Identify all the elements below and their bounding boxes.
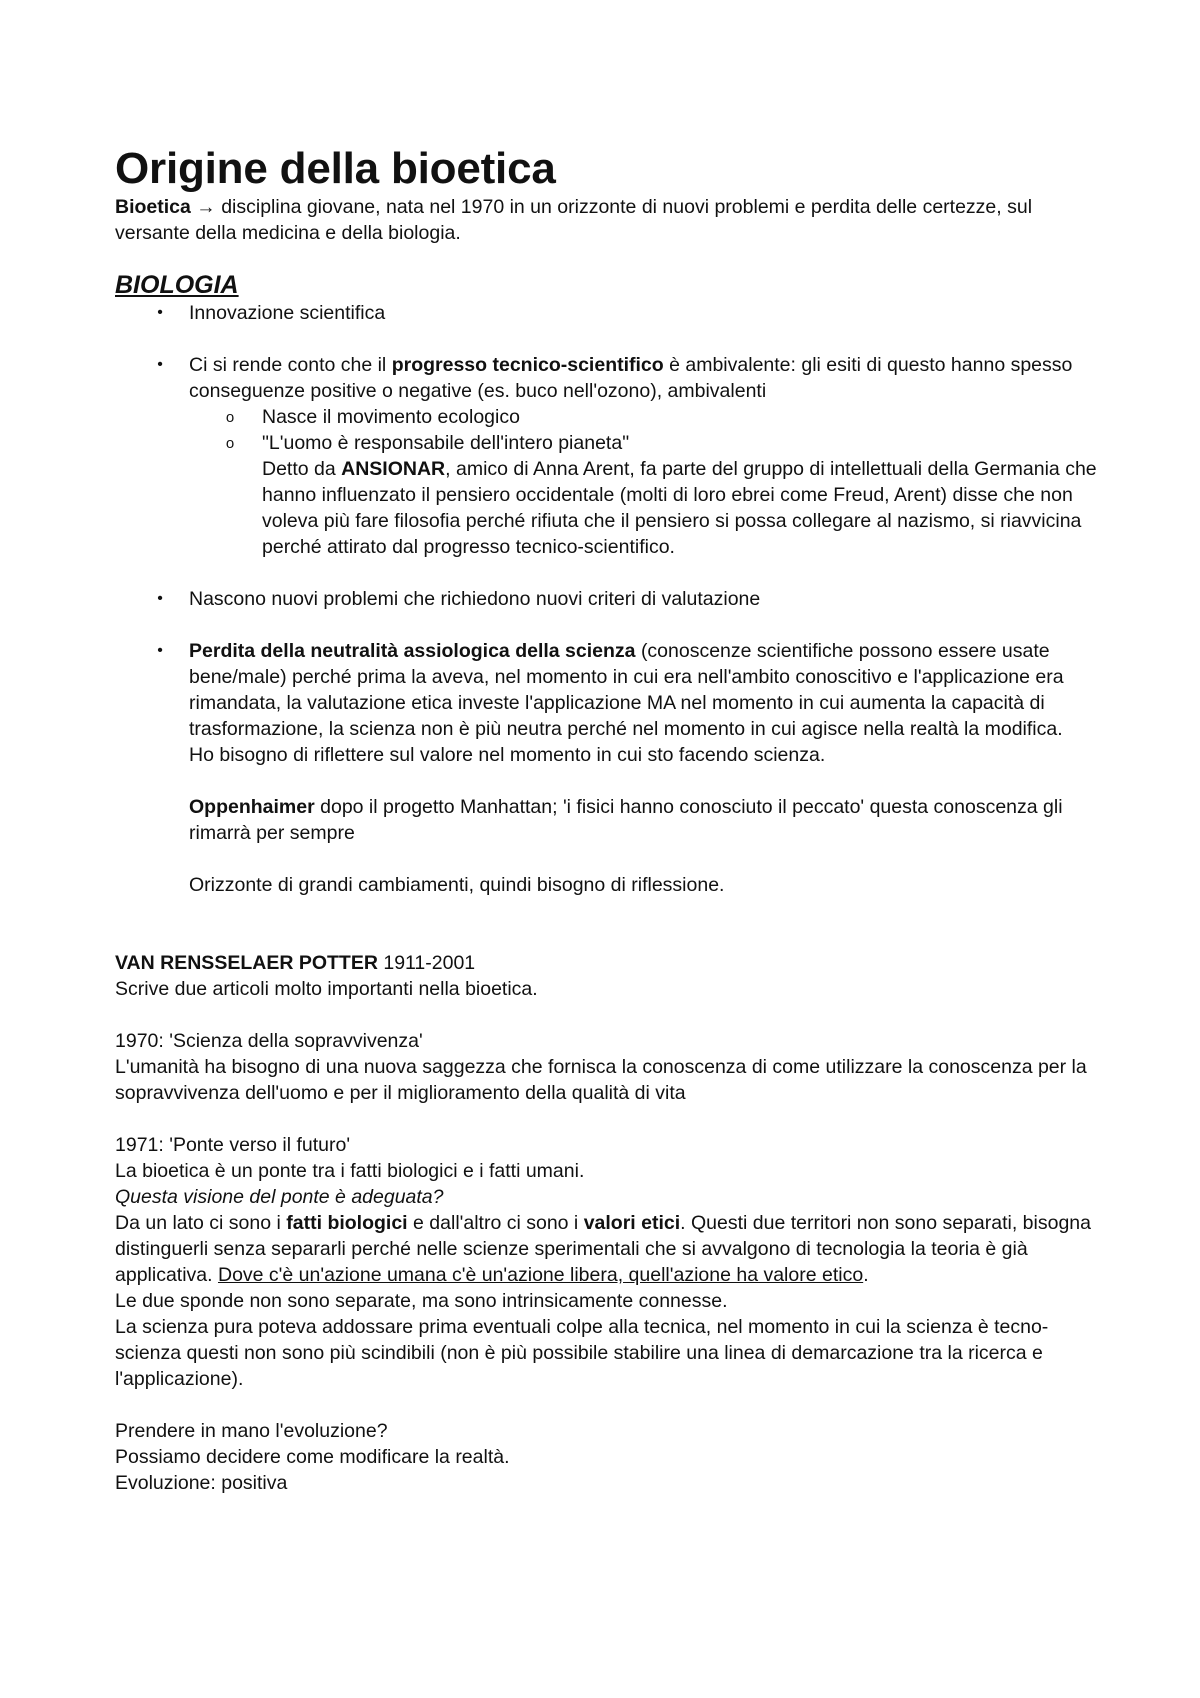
- potter-years: 1911-2001: [383, 952, 476, 974]
- bullet-icon: •: [157, 304, 163, 321]
- spacer: [189, 768, 1100, 794]
- question-text: Questa visione del ponte è adeguata?: [115, 1186, 444, 1208]
- bullet-icon: •: [157, 590, 163, 607]
- sponde-line: Le due sponde non sono separate, ma sono intrinsicamente connesse.: [115, 1290, 728, 1312]
- bold-valori-etici: valori etici: [583, 1212, 681, 1234]
- biologia-list: [115, 300, 1100, 898]
- arrow-icon: →: [196, 196, 216, 218]
- spacer: [115, 1106, 1100, 1132]
- paragraph-text: Da un lato ci sono i: [115, 1212, 281, 1234]
- page-title: Origine della bioetica: [115, 144, 556, 193]
- sub-bullet-icon: o: [225, 409, 235, 426]
- article-2-question: [115, 1184, 1100, 1210]
- sub-list-item: [189, 430, 1100, 456]
- spacer: [115, 1002, 1100, 1028]
- article-1-text: L'umanità ha bisogno di una nuova saggezza che fornisca la conoscenza di come utilizzare la conoscenza per la sopravvivenza dell'uomo e per il miglioramento della qualità di vita: [115, 1056, 1087, 1104]
- intro-text: disciplina giovane, nata nel 1970 in un orizzonte di nuovi problemi e perdita delle certezze, sul versante della medicina e della biologia.: [115, 196, 1033, 244]
- spacer: [189, 846, 1100, 872]
- section-heading-biologia: BIOLOGIA: [115, 271, 239, 299]
- spacer: [115, 326, 1100, 352]
- sub-list-item: [189, 404, 1100, 430]
- list-item-text: Innovazione scientifica: [189, 302, 386, 324]
- list-item-text: Nascono nuovi problemi che richiedono nuovi criteri di valutazione: [189, 588, 761, 610]
- sub-list: [115, 404, 1100, 456]
- underlined-statement: Dove c'è un'azione umana c'è un'azione libera, quell'azione ha valore etico: [217, 1264, 864, 1286]
- list-item: [115, 300, 1100, 326]
- bullet-icon: •: [157, 642, 163, 659]
- potter-name: VAN RENSSELAER POTTER: [115, 952, 378, 974]
- decide-line: Possiamo decidere come modificare la realtà.: [115, 1446, 510, 1468]
- evolution-line: Evoluzione: positiva: [115, 1472, 288, 1494]
- bold-fatti-biologici: fatti biologici: [286, 1212, 408, 1234]
- spacer: [115, 612, 1100, 638]
- paragraph-end: .: [863, 1264, 869, 1286]
- article-2-line: La bioetica è un ponte tra i fatti biologici e i fatti umani.: [115, 1160, 585, 1182]
- conclusion-line: Orizzonte di grandi cambiamenti, quindi bisogno di riflessione.: [189, 874, 725, 896]
- oppenhaimer-bold: Oppenhaimer: [189, 796, 315, 818]
- sub-list-item-text: Nasce il movimento ecologico: [262, 406, 520, 428]
- list-item-bold: progresso tecnico-scientifico: [391, 354, 664, 376]
- paragraph-text: . Questi due territori non sono separati, bisogna distinguerli senza separarli perché nelle scienze sperimentali che si avvalgono di tecnologia la teoria è già applicativa.: [115, 1212, 1091, 1286]
- intro-term: Bioetica: [115, 196, 191, 218]
- potter-intro: Scrive due articoli molto importanti nella bioetica.: [115, 978, 538, 1000]
- ansionar-detail: [189, 456, 1100, 560]
- list-item: [115, 638, 1100, 898]
- list-item-line: Ho bisogno di riflettere sul valore nel momento in cui sto facendo scienza.: [189, 744, 826, 766]
- sub-list-item-text: "L'uomo è responsabile dell'intero pianeta": [262, 432, 630, 454]
- list-item: [115, 352, 1100, 560]
- intro-paragraph: [115, 194, 1100, 246]
- oppenhaimer-text: dopo il progetto Manhattan; 'i fisici hanno conosciuto il peccato' questa conoscenza gli rimarrà per sempre: [189, 796, 1063, 844]
- facts-values-paragraph: [115, 1210, 1100, 1288]
- scienza-paragraph: La scienza pura poteva addossare prima eventuali colpe alla tecnica, nel momento in cui la scienza è tecno-scienza questi non sono più scindibili (non è più possibile stabilire una linea di demarcazione tra la ricerca e l'applicazione).: [115, 1316, 1049, 1390]
- oppenhaimer-paragraph: [189, 794, 1100, 846]
- detail-text-pre: Detto da: [262, 458, 336, 480]
- detail-bold: ANSIONAR: [341, 458, 446, 480]
- evolution-question: Prendere in mano l'evoluzione?: [115, 1420, 388, 1442]
- detail-text-post: , amico di Anna Arent, fa parte del gruppo di intellettuali della Germania che hanno influenzato il pensiero occidentale (molti di loro ebrei come Freud, Arent) disse che non voleva più fare filosofia perché rifiuta che il pensiero si possa collegare al nazismo, si riavvicina perché attirato dal progresso tecnico-scientifico.: [262, 458, 1097, 558]
- spacer: [115, 1392, 1100, 1418]
- list-item-bold: Perdita della neutralità assiologica della scienza: [189, 640, 636, 662]
- potter-heading: [115, 950, 1100, 976]
- list-item-text-post: è ambivalente: gli esiti di questo hanno spesso conseguenze positive o negative (es. buco nell'ozono), ambivalenti: [189, 354, 1073, 402]
- bullet-icon: •: [157, 356, 163, 373]
- list-item: [115, 586, 1100, 612]
- spacer: [115, 560, 1100, 586]
- spacer: [115, 898, 1100, 950]
- article-2-title: 1971: 'Ponte verso il futuro': [115, 1134, 351, 1156]
- list-item-text-pre: Ci si rende conto che il: [189, 354, 387, 376]
- sub-bullet-icon: o: [225, 435, 235, 452]
- list-item-text: (conoscenze scientifiche possono essere usate bene/male) perché prima la aveva, nel momento in cui era nell'ambito conoscitivo e l'applicazione era rimandata, la valutazione etica investe l'applicazione MA nel momento in cui aumenta la capacità di trasformazione, la scienza non è più neutra perché nel momento in cui agisce nella realtà la modifica.: [189, 640, 1064, 740]
- paragraph-text: e dall'altro ci sono i: [413, 1212, 579, 1234]
- article-1-title: 1970: 'Scienza della sopravvivenza': [115, 1030, 423, 1052]
